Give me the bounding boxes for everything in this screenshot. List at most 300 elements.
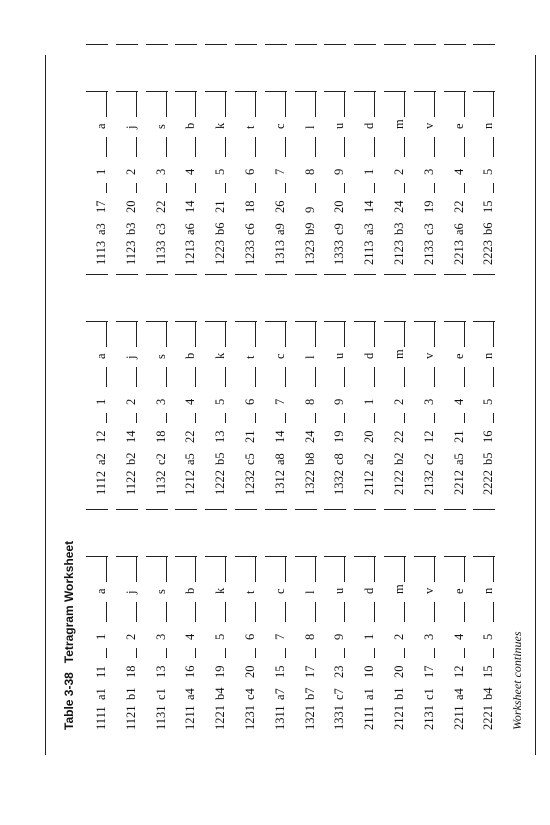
entry-box-divider [384, 321, 406, 322]
table-row [477, 0, 503, 825]
entry-letter: m [392, 119, 406, 129]
blank-line[interactable] [374, 137, 375, 157]
entry-box-divider [146, 321, 168, 322]
blank-line[interactable] [255, 602, 256, 622]
blank-line[interactable] [344, 556, 345, 582]
entry-digit: 1 [94, 633, 108, 640]
blank-line[interactable] [136, 556, 137, 582]
blank-line[interactable] [374, 183, 375, 193]
entry-number: 16 [481, 430, 496, 443]
entry-code: 1122 [123, 470, 138, 495]
blank-line[interactable] [136, 602, 137, 622]
entry-prefix: a1 [362, 688, 377, 700]
entry-box-divider [354, 91, 376, 92]
blank-line[interactable] [195, 413, 196, 423]
entry-code: 2212 [451, 470, 466, 495]
entry-number: 24 [302, 430, 317, 443]
table-row [120, 0, 146, 825]
blank-line[interactable] [315, 556, 316, 582]
blank-line[interactable] [225, 367, 226, 387]
entry-letter: d [362, 122, 377, 129]
entry-number: 12 [451, 665, 466, 678]
blank-line[interactable] [285, 321, 286, 347]
blank-line[interactable] [195, 321, 196, 347]
entry-digit: 5 [213, 398, 228, 405]
blank-line[interactable] [344, 367, 345, 387]
entry-prefix: b4 [213, 687, 228, 700]
table-row [150, 0, 176, 825]
entry-digit: 3 [421, 398, 436, 405]
entry-box-divider [205, 556, 227, 557]
entry-letter: d [362, 352, 377, 359]
entry-box-divider [324, 274, 346, 275]
entry-code: 2111 [362, 705, 377, 730]
entry-box-divider [116, 91, 138, 92]
top-rule [45, 55, 46, 755]
entry-letter: k [213, 587, 228, 594]
entry-letter: n [481, 122, 496, 129]
blank-line[interactable] [106, 413, 107, 423]
entry-letter: a [94, 353, 108, 359]
blank-line[interactable] [315, 183, 316, 193]
blank-line[interactable] [404, 91, 405, 117]
entry-box-divider [414, 44, 436, 45]
entry-code: 1222 [213, 470, 228, 495]
entry-box-divider [295, 556, 317, 557]
entry-letter: v [421, 352, 436, 359]
entry-box-divider [473, 274, 495, 275]
blank-line[interactable] [255, 648, 256, 658]
entry-code: 2213 [451, 240, 466, 265]
blank-line[interactable] [166, 556, 167, 582]
entry-digit: 7 [272, 633, 287, 640]
blank-line[interactable] [404, 321, 405, 347]
entry-prefix: a1 [94, 688, 108, 700]
entry-code: 2123 [392, 240, 406, 265]
blank-line[interactable] [464, 321, 465, 347]
entry-prefix: a5 [451, 453, 466, 465]
entry-code: 1331 [332, 705, 347, 730]
entry-letter: a [94, 588, 108, 594]
blank-line[interactable] [404, 648, 405, 658]
entry-digit: 6 [243, 398, 257, 405]
table-row [448, 0, 474, 825]
blank-line[interactable] [464, 183, 465, 193]
entry-prefix: b1 [123, 687, 138, 700]
entry-box-divider [175, 509, 197, 510]
entry-prefix: a6 [451, 223, 466, 235]
blank-line[interactable] [493, 91, 494, 117]
entry-prefix: a3 [94, 223, 108, 235]
entry-code: 1223 [213, 240, 228, 265]
entry-box-divider [235, 556, 257, 557]
entry-number: 18 [123, 665, 138, 678]
blank-line[interactable] [285, 648, 286, 658]
table-row [418, 0, 444, 825]
entry-box-divider [354, 274, 376, 275]
blank-line[interactable] [464, 413, 465, 423]
entry-box-divider [295, 274, 317, 275]
entry-digit: 3 [153, 398, 168, 405]
blank-line[interactable] [106, 91, 107, 117]
blank-line[interactable] [225, 556, 226, 582]
entry-letter: k [213, 352, 228, 359]
blank-line[interactable] [136, 183, 137, 193]
entry-letter: t [243, 125, 257, 129]
entry-number: 18 [243, 200, 257, 213]
blank-line[interactable] [404, 413, 405, 423]
entry-number: 10 [362, 665, 377, 678]
entry-box-divider [354, 556, 376, 557]
blank-line[interactable] [315, 367, 316, 387]
blank-line[interactable] [106, 556, 107, 582]
blank-line[interactable] [315, 413, 316, 423]
blank-line[interactable] [195, 556, 196, 582]
entry-box-divider [86, 91, 108, 92]
blank-line[interactable] [374, 321, 375, 347]
entry-box-divider [384, 44, 406, 45]
entry-box-divider [384, 509, 406, 510]
entry-number: 11 [94, 665, 108, 678]
entry-box-divider [444, 91, 466, 92]
entry-box-divider [146, 91, 168, 92]
entry-code: 2221 [481, 705, 496, 730]
blank-line[interactable] [106, 183, 107, 193]
entry-number: 12 [94, 430, 108, 443]
entry-digit: 4 [183, 398, 198, 405]
blank-line[interactable] [225, 183, 226, 193]
blank-line[interactable] [225, 648, 226, 658]
entry-box-divider [295, 44, 317, 45]
blank-line[interactable] [434, 183, 435, 193]
blank-line[interactable] [344, 648, 345, 658]
blank-line[interactable] [374, 413, 375, 423]
entry-digit: 2 [392, 633, 406, 640]
entry-box-divider [265, 321, 287, 322]
entry-digit: 1 [94, 168, 108, 175]
entry-digit: 8 [302, 633, 317, 640]
blank-line[interactable] [285, 413, 286, 423]
blank-line[interactable] [195, 648, 196, 658]
entry-digit: 9 [332, 398, 347, 405]
blank-line[interactable] [166, 321, 167, 347]
entry-box-divider [384, 556, 406, 557]
blank-line[interactable] [195, 367, 196, 387]
blank-line[interactable] [285, 137, 286, 157]
blank-line[interactable] [374, 556, 375, 582]
blank-line[interactable] [374, 91, 375, 117]
blank-line[interactable] [195, 602, 196, 622]
entry-prefix: b8 [302, 452, 317, 465]
entry-box-divider [414, 321, 436, 322]
entry-code: 2122 [392, 470, 406, 495]
entry-letter: s [153, 354, 168, 359]
entry-code: 2113 [362, 240, 377, 265]
blank-line[interactable] [404, 556, 405, 582]
entry-box-divider [324, 321, 346, 322]
blank-line[interactable] [493, 137, 494, 157]
blank-line[interactable] [493, 367, 494, 387]
blank-line[interactable] [374, 602, 375, 622]
blank-line[interactable] [285, 91, 286, 117]
entry-code: 1233 [243, 240, 257, 265]
blank-line[interactable] [255, 413, 256, 423]
blank-line[interactable] [225, 413, 226, 423]
blank-line[interactable] [493, 321, 494, 347]
blank-line[interactable] [464, 602, 465, 622]
blank-line[interactable] [464, 556, 465, 582]
blank-line[interactable] [315, 648, 316, 658]
entry-code: 2112 [362, 470, 377, 495]
entry-digit: 2 [392, 168, 406, 175]
blank-line[interactable] [374, 367, 375, 387]
entry-number: 26 [272, 200, 287, 213]
blank-line[interactable] [255, 137, 256, 157]
blank-line[interactable] [344, 137, 345, 157]
entry-code: 1211 [183, 705, 198, 730]
blank-line[interactable] [136, 137, 137, 157]
entry-box-divider [146, 509, 168, 510]
entry-code: 1322 [302, 470, 317, 495]
blank-line[interactable] [404, 137, 405, 157]
blank-line[interactable] [225, 321, 226, 347]
entry-box-divider [175, 321, 197, 322]
blank-line[interactable] [136, 413, 137, 423]
entry-letter: s [153, 589, 168, 594]
blank-line[interactable] [434, 91, 435, 117]
entry-prefix: b4 [481, 687, 496, 700]
entry-digit: 4 [183, 633, 198, 640]
blank-line[interactable] [225, 602, 226, 622]
entry-code: 1323 [302, 240, 317, 265]
entry-code: 2222 [481, 470, 496, 495]
entry-letter: m [392, 584, 406, 594]
blank-line[interactable] [255, 91, 256, 117]
entry-box-divider [324, 91, 346, 92]
blank-line[interactable] [315, 91, 316, 117]
entry-box-divider [146, 44, 168, 45]
blank-line[interactable] [195, 137, 196, 157]
entry-code: 1212 [183, 470, 198, 495]
entry-letter: u [332, 352, 347, 359]
entry-box-divider [473, 321, 495, 322]
blank-line[interactable] [315, 321, 316, 347]
entry-prefix: c7 [332, 688, 347, 700]
entry-letter: n [481, 352, 496, 359]
table-row [269, 0, 295, 825]
entry-letter: j [123, 590, 138, 594]
entry-number: 24 [392, 200, 406, 213]
entry-digit: 1 [362, 398, 377, 405]
entry-code: 2133 [421, 240, 436, 265]
blank-line[interactable] [166, 183, 167, 193]
entry-digit: 1 [362, 168, 377, 175]
entry-prefix: a2 [362, 453, 377, 465]
blank-line[interactable] [434, 648, 435, 658]
entry-box-divider [324, 556, 346, 557]
entry-code: 1113 [94, 240, 108, 265]
entry-box-divider [86, 44, 108, 45]
blank-line[interactable] [106, 321, 107, 347]
blank-line[interactable] [344, 602, 345, 622]
entry-box-divider [384, 274, 406, 275]
entry-code: 1132 [153, 470, 168, 495]
blank-line[interactable] [464, 91, 465, 117]
entry-digit: 7 [272, 168, 287, 175]
blank-line[interactable] [344, 413, 345, 423]
entry-number: 21 [451, 430, 466, 443]
blank-line[interactable] [166, 91, 167, 117]
entry-box-divider [414, 556, 436, 557]
blank-line[interactable] [434, 321, 435, 347]
entry-prefix: b6 [481, 222, 496, 235]
blank-line[interactable] [315, 137, 316, 157]
blank-line[interactable] [285, 183, 286, 193]
entry-letter: t [243, 355, 257, 359]
blank-line[interactable] [493, 648, 494, 658]
entry-box-divider [295, 91, 317, 92]
entry-box-divider [175, 274, 197, 275]
blank-line[interactable] [404, 183, 405, 193]
entry-prefix: a9 [272, 223, 287, 235]
blank-line[interactable] [434, 556, 435, 582]
entry-code: 1133 [153, 240, 168, 265]
entry-box-divider [444, 509, 466, 510]
entry-letter: k [213, 122, 228, 129]
entry-box-divider [116, 509, 138, 510]
entry-number: 19 [213, 665, 228, 678]
entry-letter: l [302, 125, 317, 129]
entry-code: 1213 [183, 240, 198, 265]
blank-line[interactable] [434, 602, 435, 622]
blank-line[interactable] [493, 556, 494, 582]
entry-box-divider [205, 44, 227, 45]
entry-code: 1123 [123, 240, 138, 265]
blank-line[interactable] [404, 602, 405, 622]
entry-box-divider [175, 91, 197, 92]
bottom-rule [535, 55, 536, 755]
entry-letter: v [421, 122, 436, 129]
entry-digit: 9 [332, 633, 347, 640]
entry-prefix: a4 [451, 688, 466, 700]
blank-line[interactable] [344, 183, 345, 193]
blank-line[interactable] [255, 367, 256, 387]
entry-box-divider [205, 509, 227, 510]
blank-line[interactable] [106, 602, 107, 622]
blank-line[interactable] [374, 648, 375, 658]
entry-code: 2211 [451, 705, 466, 730]
blank-line[interactable] [493, 602, 494, 622]
blank-line[interactable] [285, 556, 286, 582]
blank-line[interactable] [195, 91, 196, 117]
entry-box-divider [205, 91, 227, 92]
entry-prefix: a3 [362, 223, 377, 235]
blank-line[interactable] [315, 602, 316, 622]
blank-line[interactable] [166, 602, 167, 622]
blank-line[interactable] [255, 556, 256, 582]
entry-letter: c [272, 123, 287, 129]
entry-prefix: a5 [183, 453, 198, 465]
blank-line[interactable] [166, 367, 167, 387]
entry-box-divider [414, 91, 436, 92]
blank-line[interactable] [344, 321, 345, 347]
blank-line[interactable] [166, 413, 167, 423]
blank-line[interactable] [166, 648, 167, 658]
entry-box-divider [116, 44, 138, 45]
blank-line[interactable] [285, 367, 286, 387]
entry-box-divider [354, 44, 376, 45]
blank-line[interactable] [106, 367, 107, 387]
blank-line[interactable] [434, 413, 435, 423]
entry-code: 1131 [153, 705, 168, 730]
entry-letter: c [272, 353, 287, 359]
entry-box-divider [265, 509, 287, 510]
entry-code: 1111 [94, 706, 108, 730]
blank-line[interactable] [404, 367, 405, 387]
blank-line[interactable] [106, 648, 107, 658]
blank-line[interactable] [464, 137, 465, 157]
blank-line[interactable] [434, 137, 435, 157]
blank-line[interactable] [255, 183, 256, 193]
blank-line[interactable] [344, 91, 345, 117]
blank-line[interactable] [166, 137, 167, 157]
entry-number: 17 [94, 200, 108, 213]
entry-letter: u [332, 587, 347, 594]
entry-number: 20 [362, 430, 377, 443]
blank-line[interactable] [493, 183, 494, 193]
entry-number: 14 [362, 200, 377, 213]
entry-box-divider [265, 274, 287, 275]
entry-digit: 5 [213, 633, 228, 640]
entry-code: 1221 [213, 705, 228, 730]
blank-line[interactable] [136, 648, 137, 658]
table-row [239, 0, 265, 825]
entry-code: 1321 [302, 705, 317, 730]
entry-digit: 4 [451, 168, 466, 175]
entry-prefix: c9 [332, 223, 347, 235]
entry-prefix: b5 [481, 452, 496, 465]
entry-prefix: c5 [243, 453, 257, 465]
blank-line[interactable] [464, 648, 465, 658]
entry-digit: 9 [332, 168, 347, 175]
entry-digit: 8 [302, 168, 317, 175]
entry-prefix: b1 [392, 687, 406, 700]
entry-letter: c [272, 588, 287, 594]
blank-line[interactable] [136, 367, 137, 387]
entry-box-divider [295, 321, 317, 322]
blank-line[interactable] [195, 183, 196, 193]
blank-line[interactable] [464, 367, 465, 387]
blank-line[interactable] [493, 413, 494, 423]
entry-prefix: c2 [153, 453, 168, 465]
blank-line[interactable] [434, 367, 435, 387]
entry-letter: b [183, 122, 198, 129]
blank-line[interactable] [255, 321, 256, 347]
entry-letter: l [302, 355, 317, 359]
blank-line[interactable] [136, 91, 137, 117]
entry-box-divider [235, 91, 257, 92]
blank-line[interactable] [225, 91, 226, 117]
entry-prefix: b7 [302, 687, 317, 700]
blank-line[interactable] [106, 137, 107, 157]
entry-box-divider [414, 274, 436, 275]
blank-line[interactable] [225, 137, 226, 157]
blank-line[interactable] [285, 602, 286, 622]
blank-line[interactable] [136, 321, 137, 347]
entry-number: 18 [153, 430, 168, 443]
entry-letter: m [392, 349, 406, 359]
table-label: Table 3-38 [62, 672, 76, 730]
